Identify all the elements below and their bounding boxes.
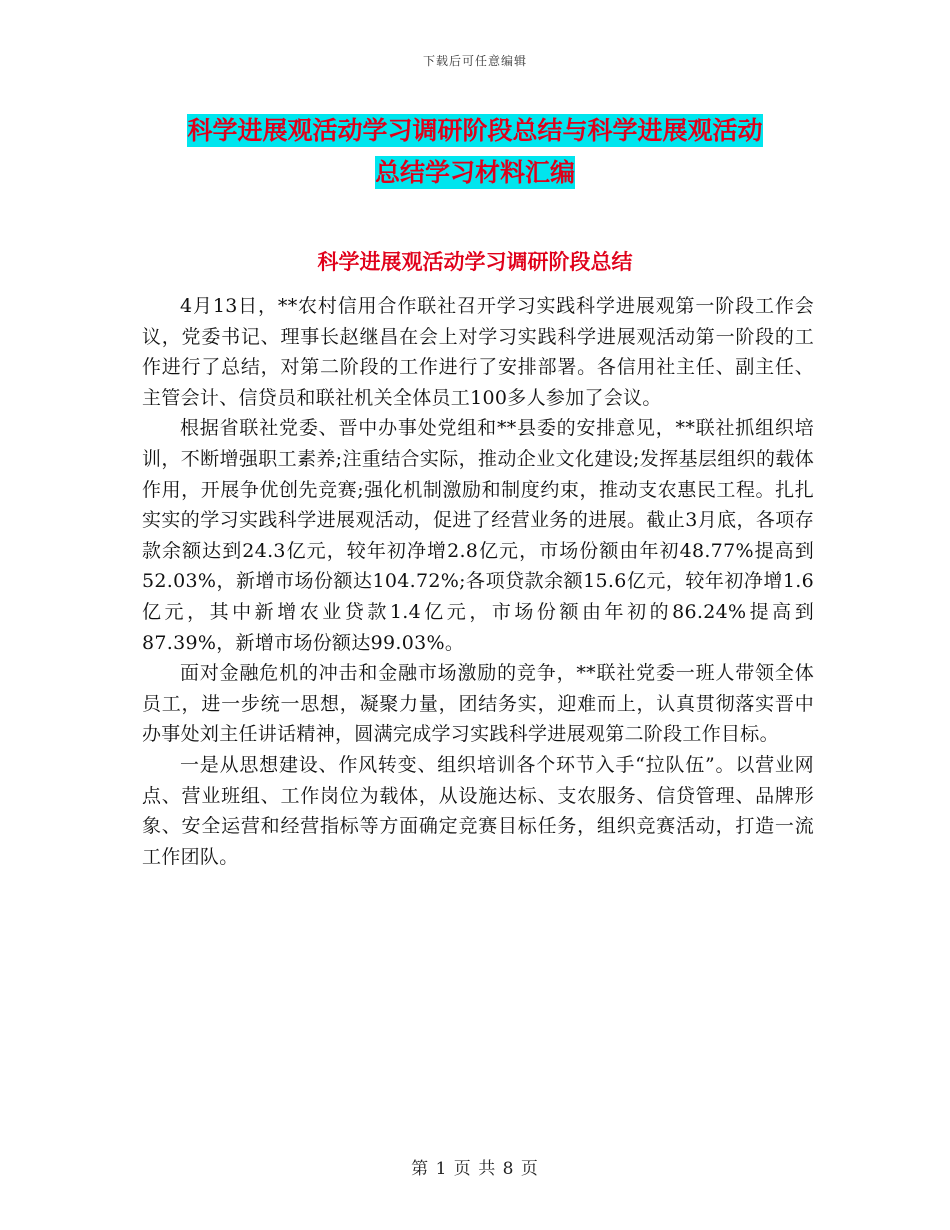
document-title-line-1: 科学进展观活动学习调研阶段总结与科学进展观活动: [187, 116, 763, 145]
section-title: 科学进展观活动学习调研阶段总结: [317, 250, 633, 274]
document-title-line-2: 总结学习材料汇编: [374, 158, 575, 187]
paragraph: 根据省联社党委、晋中办事处党组和**县委的安排意见，**联社抓组织培训，不断增强职工素养;注重结合实际，推动企业文化建设;发挥基层组织的载体作用，开展争优创先竞赛;强化机制激励和制度约束，推动支农惠民工程。扎扎实实的学习实践科学进展观活动，促进了经营业务的进展。截止3月底，各项存款余额达到24.3亿元，较年初净增2.8亿元，市场份额由年初48.77%提高到52.03%，新增市场份额达104.72%;各项贷款余额15.6亿元，较年初净增1.6亿元，其中新增农业贷款1.4亿元，市场份额由年初的86.24%提高到87.39%，新增市场份额达99.03%。: [142, 417, 814, 654]
page-header: 下载后可任意编辑: [422, 54, 527, 68]
paragraph: 一是从思想建设、作风转变、组织培训各个环节入手“拉队伍”。以营业网点、营业班组、工作岗位为载体，从设施达标、支农服务、信贷管理、品牌形象、安全运营和经营指标等方面确定竞赛目标任务，组织竞赛活动，打造一流工作团队。: [142, 753, 814, 868]
paragraph: 4月13日，**农村信用合作联社召开学习实践科学进展观第一阶段工作会议，党委书记、理事长赵继昌在会上对学习实践科学进展观活动第一阶段的工作进行了总结，对第二阶段的工作进行了安排部署。各信用社主任、副主任、主管会计、信贷员和联社机关全体员工100多人参加了会议。: [142, 295, 814, 409]
document-body: [142, 291, 814, 872]
page-number-footer: 第 1 页 共 8 页: [411, 1159, 539, 1179]
paragraph: 面对金融危机的冲击和金融市场激励的竞争，**联社党委一班人带领全体员工，进一步统一思想，凝聚力量，团结务实，迎难而上，认真贯彻落实晋中办事处刘主任讲话精神，圆满完成学习实践科学进展观第二阶段工作目标。: [142, 662, 814, 746]
document-title: [140, 110, 810, 194]
